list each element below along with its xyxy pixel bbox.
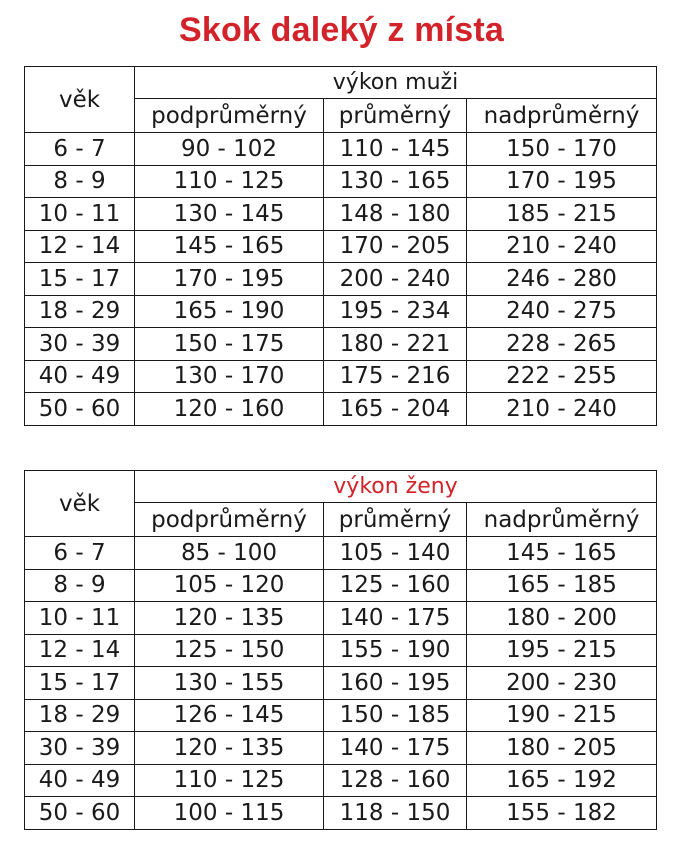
- value-cell: 110 - 125: [135, 764, 324, 797]
- age-cell: 12 - 14: [25, 634, 135, 667]
- value-cell: 150 - 175: [135, 328, 324, 361]
- value-cell: 200 - 230: [467, 667, 657, 700]
- age-header: věk: [25, 471, 135, 537]
- value-cell: 200 - 240: [324, 263, 467, 296]
- value-cell: 145 - 165: [467, 537, 657, 570]
- value-cell: 130 - 165: [324, 165, 467, 198]
- value-cell: 155 - 190: [324, 634, 467, 667]
- table-row: [25, 360, 657, 393]
- value-cell: 125 - 160: [324, 569, 467, 602]
- value-cell: 246 - 280: [467, 263, 657, 296]
- value-cell: 185 - 215: [467, 198, 657, 231]
- table-row: [25, 667, 657, 700]
- table-row: [25, 328, 657, 361]
- table-row: [25, 732, 657, 765]
- table-row: [25, 569, 657, 602]
- value-cell: 100 - 115: [135, 797, 324, 830]
- value-cell: 180 - 200: [467, 602, 657, 635]
- value-cell: 140 - 175: [324, 602, 467, 635]
- women-performance-table: [24, 470, 657, 830]
- value-cell: 105 - 140: [324, 537, 467, 570]
- value-cell: 165 - 190: [135, 295, 324, 328]
- value-cell: 170 - 195: [135, 263, 324, 296]
- age-cell: 6 - 7: [25, 133, 135, 166]
- age-cell: 15 - 17: [25, 263, 135, 296]
- age-cell: 6 - 7: [25, 537, 135, 570]
- value-cell: 145 - 165: [135, 230, 324, 263]
- value-cell: 190 - 215: [467, 699, 657, 732]
- value-cell: 170 - 195: [467, 165, 657, 198]
- value-cell: 180 - 205: [467, 732, 657, 765]
- age-cell: 10 - 11: [25, 198, 135, 231]
- table-row: [25, 165, 657, 198]
- value-cell: 165 - 185: [467, 569, 657, 602]
- value-cell: 120 - 135: [135, 602, 324, 635]
- table-row: [25, 764, 657, 797]
- table-row: [25, 133, 657, 166]
- value-cell: 150 - 185: [324, 699, 467, 732]
- value-cell: 85 - 100: [135, 537, 324, 570]
- table-row: [25, 198, 657, 231]
- value-cell: 240 - 275: [467, 295, 657, 328]
- table-row: [25, 699, 657, 732]
- value-cell: 165 - 192: [467, 764, 657, 797]
- value-cell: 118 - 150: [324, 797, 467, 830]
- table-row: [25, 393, 657, 426]
- column-header-above-average: nadprůměrný: [467, 99, 657, 133]
- age-cell: 8 - 9: [25, 165, 135, 198]
- column-header-above-average: nadprůměrný: [467, 503, 657, 537]
- value-cell: 130 - 170: [135, 360, 324, 393]
- table-row: [25, 634, 657, 667]
- value-cell: 180 - 221: [324, 328, 467, 361]
- page-title: Skok daleký z místa: [178, 11, 505, 49]
- column-header-below-average: podprůměrný: [135, 503, 324, 537]
- value-cell: 140 - 175: [324, 732, 467, 765]
- table-row: [25, 230, 657, 263]
- age-cell: 10 - 11: [25, 602, 135, 635]
- table-row: [25, 797, 657, 830]
- value-cell: 228 - 265: [467, 328, 657, 361]
- value-cell: 170 - 205: [324, 230, 467, 263]
- value-cell: 90 - 102: [135, 133, 324, 166]
- men-performance-table: [24, 66, 657, 426]
- value-cell: 195 - 215: [467, 634, 657, 667]
- value-cell: 110 - 145: [324, 133, 467, 166]
- age-cell: 40 - 49: [25, 360, 135, 393]
- age-cell: 8 - 9: [25, 569, 135, 602]
- value-cell: 175 - 216: [324, 360, 467, 393]
- value-cell: 130 - 155: [135, 667, 324, 700]
- value-cell: 165 - 204: [324, 393, 467, 426]
- age-cell: 15 - 17: [25, 667, 135, 700]
- value-cell: 105 - 120: [135, 569, 324, 602]
- value-cell: 222 - 255: [467, 360, 657, 393]
- table-row: [25, 295, 657, 328]
- column-header-below-average: podprůměrný: [135, 99, 324, 133]
- value-cell: 120 - 160: [135, 393, 324, 426]
- age-cell: 40 - 49: [25, 764, 135, 797]
- value-cell: 120 - 135: [135, 732, 324, 765]
- age-header: věk: [25, 67, 135, 133]
- men-group-header: výkon muži: [135, 67, 657, 99]
- column-header-average: průměrný: [324, 503, 467, 537]
- table-row: [25, 537, 657, 570]
- column-header-average: průměrný: [324, 99, 467, 133]
- value-cell: 128 - 160: [324, 764, 467, 797]
- age-cell: 30 - 39: [25, 328, 135, 361]
- value-cell: 210 - 240: [467, 393, 657, 426]
- value-cell: 195 - 234: [324, 295, 467, 328]
- value-cell: 150 - 170: [467, 133, 657, 166]
- age-cell: 50 - 60: [25, 797, 135, 830]
- value-cell: 110 - 125: [135, 165, 324, 198]
- age-cell: 18 - 29: [25, 699, 135, 732]
- age-cell: 50 - 60: [25, 393, 135, 426]
- value-cell: 148 - 180: [324, 198, 467, 231]
- table-row: [25, 602, 657, 635]
- table-row: [25, 263, 657, 296]
- value-cell: 125 - 150: [135, 634, 324, 667]
- value-cell: 126 - 145: [135, 699, 324, 732]
- age-cell: 18 - 29: [25, 295, 135, 328]
- value-cell: 160 - 195: [324, 667, 467, 700]
- women-group-header: výkon ženy: [135, 471, 657, 503]
- value-cell: 155 - 182: [467, 797, 657, 830]
- value-cell: 210 - 240: [467, 230, 657, 263]
- age-cell: 30 - 39: [25, 732, 135, 765]
- value-cell: 130 - 145: [135, 198, 324, 231]
- age-cell: 12 - 14: [25, 230, 135, 263]
